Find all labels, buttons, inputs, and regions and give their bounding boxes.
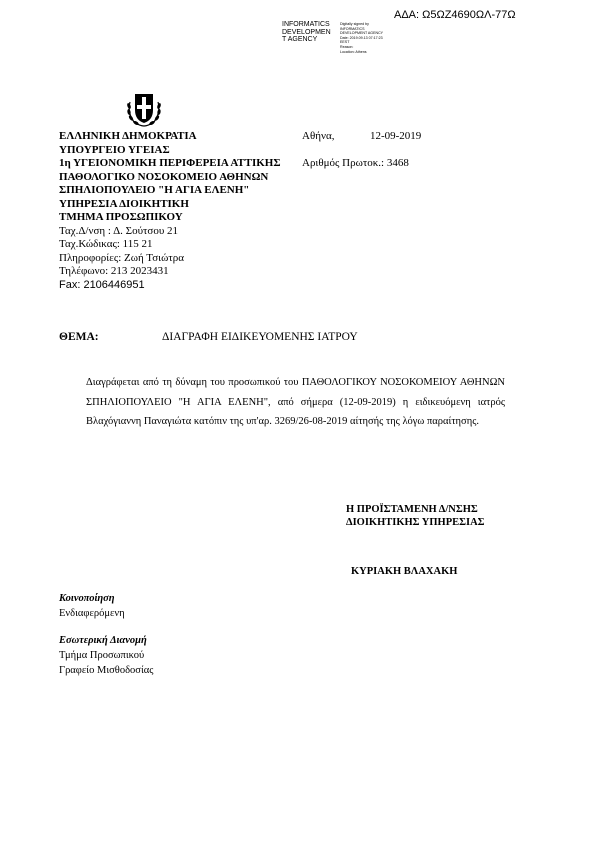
signatory-title-line: ΔΙΟΙΚΗΤΙΚΗΣ ΥΠΗΡΕΣΙΑΣ xyxy=(346,517,485,528)
signature-detail: DEVELOPMENT AGENCY xyxy=(340,31,384,36)
sender-line: ΣΠΗΛΙΟΠΟΥΛΕΙΟ "Η ΑΓΙΑ ΕΛΕΝΗ" xyxy=(59,184,250,196)
document-date: 12-09-2019 xyxy=(369,130,422,142)
signature-detail: INFORMATICS xyxy=(340,26,365,31)
sender-phone: Τηλέφωνο: 213 2023431 xyxy=(59,265,169,277)
signature-detail: Reason: xyxy=(340,44,354,49)
signature-detail: Date: 2019.09.13 07:17:23 xyxy=(340,35,383,40)
sender-line: ΕΛΛΗΝΙΚΗ ΔΗΜΟΚΡΑΤΙΑ xyxy=(59,130,197,142)
signature-line: DEVELOPMEN xyxy=(282,28,331,36)
internal-distribution-item: Τμήμα Προσωπικού xyxy=(59,650,145,661)
body-paragraph: Διαγράφεται από τη δύναμη του προσωπικού του ΠΑΘΟΛΟΓΙΚΟΥ ΝΟΣΟΚΟΜΕΙΟΥ ΑΘΗΝΩΝ ΣΠΗΛΙΟΠΟΥΛΕΙΟ "Η ΑΓΙΑ ΕΛΕΝΗ", από σήμερα (12-09-2019) η ειδικευόμενη ιατρός Βλαχόγιαννη Παναγιώτα κατόπιν της υπ'αρ. 3269/26-08-2019 αίτησής της λόγω παραίτησης. xyxy=(86,377,505,427)
sender-block xyxy=(59,130,281,292)
signature-detail: Location: Athens xyxy=(340,49,367,54)
ada-number: ΑΔΑ: Ω5ΩΖ4690ΩΛ-77Ω xyxy=(394,9,516,21)
signature-detail: Digitally signed by xyxy=(340,22,369,26)
city-label: Αθήνα, xyxy=(302,130,335,142)
sender-line: ΥΠΟΥΡΓΕΙΟ ΥΓΕΙΑΣ xyxy=(59,143,170,156)
internal-distribution-section xyxy=(59,633,153,678)
greek-coat-of-arms-icon xyxy=(124,88,164,128)
digital-signature-details xyxy=(340,22,383,54)
notification-section xyxy=(59,591,125,621)
digital-signature-stamp xyxy=(282,21,331,44)
signature-line: INFORMATICS xyxy=(282,21,330,28)
signatory-name: ΚΥΡΙΑΚΗ ΒΛΑΧΑΚΗ xyxy=(351,566,458,577)
subject-label: ΘΕΜΑ: xyxy=(59,331,99,343)
sender-line: ΤΜΗΜΑ ΠΡΟΣΩΠΙΚΟΥ xyxy=(59,211,183,223)
signature-line: T AGENCY xyxy=(282,36,318,43)
document-meta xyxy=(302,130,421,170)
notification-heading: Κοινοποίηση xyxy=(59,593,115,604)
sender-line: 1η ΥΓΕΙΟΝΟΜΙΚΗ ΠΕΡΙΦΕΡΕΙΑ ΑΤΤΙΚΗΣ xyxy=(59,157,281,169)
signatory-title xyxy=(346,503,485,529)
sender-postcode: Ταχ.Κώδικας: 115 21 xyxy=(59,238,153,250)
protocol-row xyxy=(302,157,421,171)
sender-address: Ταχ.Δ/νση : Δ. Σούτσου 21 xyxy=(59,224,179,237)
sender-line: ΠΑΘΟΛΟΓΙΚΟ ΝΟΣΟΚΟΜΕΙΟ ΑΘΗΝΩΝ xyxy=(59,170,269,183)
date-row xyxy=(302,130,421,144)
internal-distribution-item: Γραφείο Μισθοδοσίας xyxy=(59,665,154,676)
protocol-label: Αριθμός Πρωτοκ.: xyxy=(302,156,385,169)
protocol-number: 3468 xyxy=(386,156,409,169)
sender-fax: Fax: 2106446951 xyxy=(59,278,145,291)
sender-info: Πληροφορίες: Ζωή Τσιώτρα xyxy=(59,251,185,264)
subject-text: ΔΙΑΓΡΑΦΗ ΕΙΔΙΚΕΥΟΜΕΝΗΣ ΙΑΤΡΟΥ xyxy=(162,331,358,343)
internal-distribution-heading: Εσωτερική Διανομή xyxy=(59,635,147,646)
sender-line: ΥΠΗΡΕΣΙΑ ΔΙΟΙΚΗΤΙΚΗ xyxy=(59,197,189,210)
signatory-title-line: Η ΠΡΟΪΣΤΑΜΕΝΗ Δ/ΝΣΗΣ xyxy=(346,504,478,515)
signature-detail: EEST xyxy=(340,40,350,45)
notification-item: Ενδιαφερόμενη xyxy=(59,608,125,619)
